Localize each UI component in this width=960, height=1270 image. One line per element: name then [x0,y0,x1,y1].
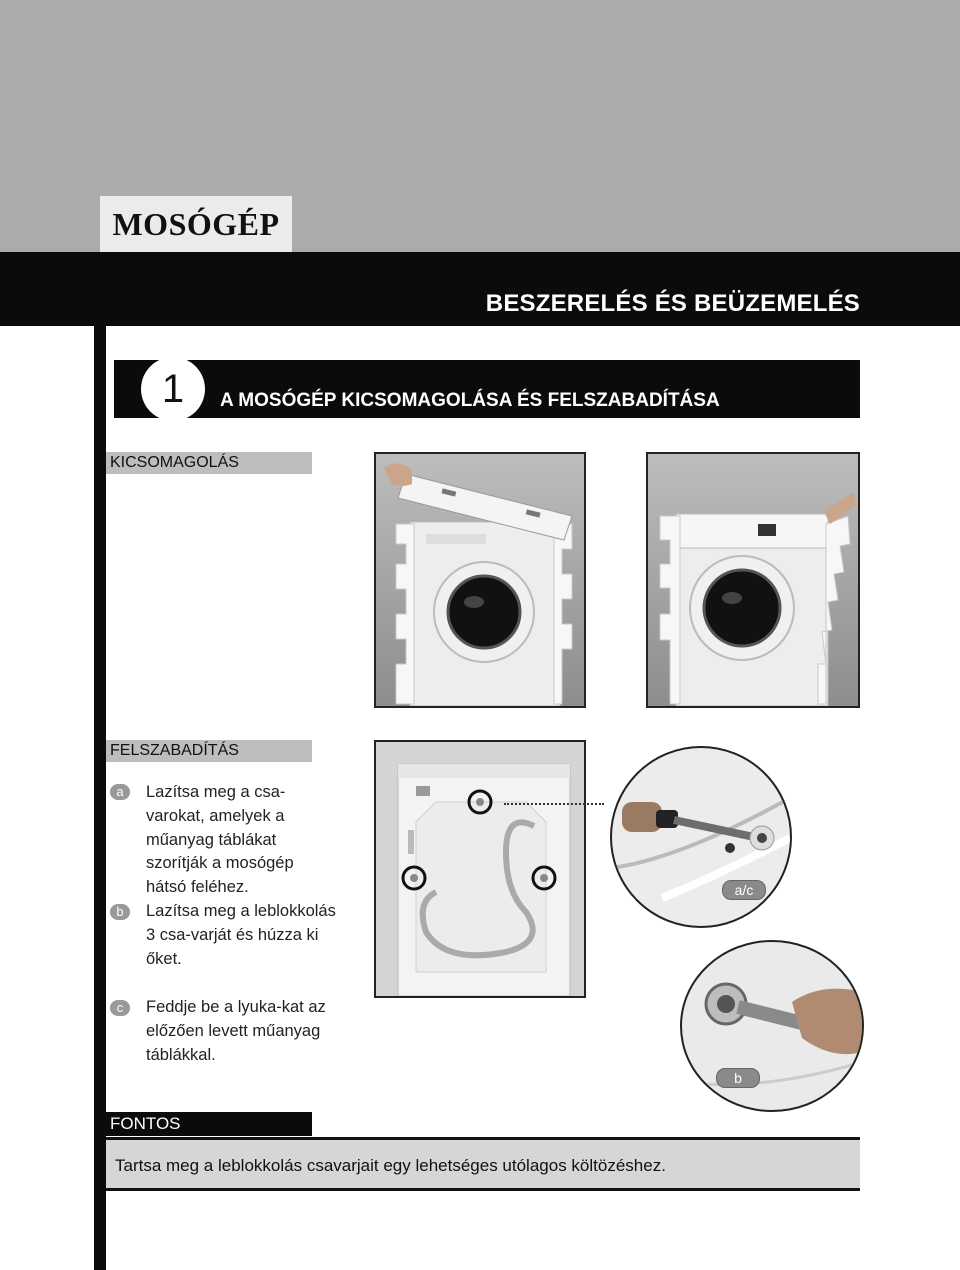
detail-photo-b [680,940,864,1112]
vertical-rule [94,326,106,1270]
detail-photo-ac [610,746,792,928]
unpacking-label: KICSOMAGOLÁS [106,452,312,474]
machine-back-photo [374,740,586,998]
section-title: A MOSÓGÉP KICSOMAGOLÁSA ÉS FELSZABADÍTÁSA [220,390,720,411]
release-label: FELSZABADÍTÁS [106,740,312,762]
step-a-badge: a [110,784,130,800]
important-text: Tartsa meg a leblokkolás csavarjait egy lehetséges utólagos költözéshez. [115,1156,666,1175]
step-c-badge: c [110,1000,130,1016]
step-b-text: Lazítsa meg a leblokkolás 3 csa-varját és húzza ki őket. [146,902,336,968]
important-label: FONTOS [106,1112,312,1136]
leader-line [504,803,604,805]
unpacking-photo-2 [646,452,860,708]
page-title: MOSÓGÉP [100,196,292,252]
unpacking-photo-1 [374,452,586,708]
page-subtitle: BESZERELÉS ÉS BEÜZEMELÉS [485,290,860,317]
step-c-text: Feddje be a lyuka-kat az előzően levett műanyag táblákkal. [146,998,326,1064]
step-b-badge: b [110,904,130,920]
section-number: 1 [141,357,205,421]
step-a-text: Lazítsa meg a csa-varokat, amelyek a műanyag táblákat szorítják a mosógép hátsó feléhez. [146,783,294,897]
callout-ac: a/c [722,880,766,900]
callout-b: b [716,1068,760,1088]
